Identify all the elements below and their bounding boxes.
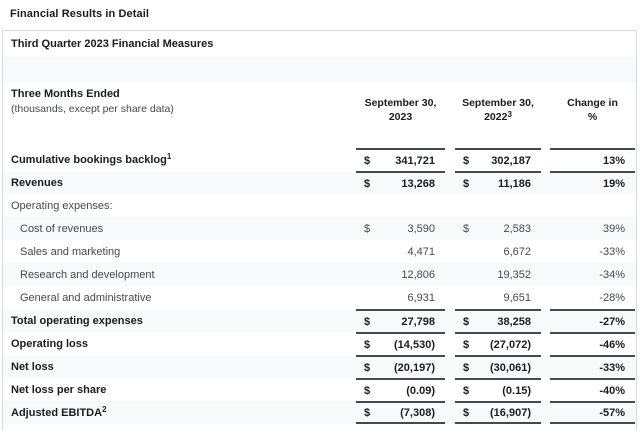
value-2022: $ 38,258: [455, 309, 541, 332]
value-change-pct: -33%: [550, 355, 635, 378]
row-label: Cost of revenues: [20, 222, 104, 235]
dollar-sign: $: [463, 222, 470, 235]
table-row: [3, 263, 636, 286]
column-gap: [445, 148, 455, 171]
dollar-sign: $: [364, 384, 371, 397]
value-2022: $ (0.15): [455, 378, 541, 401]
dollar-sign: $: [364, 361, 371, 374]
value-change-pct: -57%: [550, 401, 635, 424]
value-2023: $ 13,268: [356, 171, 445, 194]
value-change-pct: -46%: [550, 332, 635, 355]
column-gap: [541, 286, 550, 309]
value-change-pct: -28%: [599, 291, 625, 304]
row-label: Net loss: [11, 360, 54, 373]
value-change-pct: [550, 194, 635, 217]
spacer-band: [3, 57, 636, 83]
value-change-pct: -33%: [599, 245, 625, 258]
row-label: Revenues: [11, 176, 63, 189]
column-header-line1: September 30,: [364, 97, 437, 109]
column-gap: [445, 286, 455, 309]
dollar-sign: $: [463, 315, 470, 328]
column-gap: [541, 240, 550, 263]
table-title: Third Quarter 2023 Financial Measures: [3, 31, 636, 57]
table-row: [3, 194, 636, 217]
value-2022: $ 11,186: [455, 171, 541, 194]
value-2022: $ (30,061): [455, 355, 541, 378]
column-header-line1: Change in: [567, 97, 618, 109]
value-2023: $ 341,721: [356, 148, 445, 171]
table-row: [3, 217, 636, 240]
value-2022: $ 2,583: [463, 222, 531, 235]
row-label: Sales and marketing: [20, 245, 121, 258]
value-change-pct: -27%: [550, 309, 635, 332]
value-change-pct: -40%: [550, 378, 635, 401]
dollar-sign: $: [463, 338, 470, 351]
column-header-2022: [455, 83, 541, 148]
column-gap: [445, 263, 455, 286]
column-gap: [445, 171, 455, 194]
column-gap: [445, 355, 455, 378]
table-row: [3, 286, 636, 309]
table-filler: [3, 424, 636, 444]
column-gap: [541, 309, 550, 332]
value-2022: 19,352: [497, 268, 531, 281]
table-header-row: [3, 83, 636, 148]
value-2023: $ 27,798: [356, 309, 445, 332]
row-label: Total operating expenses: [11, 314, 143, 327]
column-gap: [541, 217, 550, 240]
column-gap: [541, 378, 550, 401]
period-label: Three Months Ended: [11, 88, 120, 100]
value-2023: $ (0.09): [356, 378, 445, 401]
table-body: [3, 148, 636, 424]
column-gap: [541, 171, 550, 194]
value-2023: 6,931: [407, 291, 435, 304]
value-change-pct: 39%: [602, 222, 625, 235]
value-change-pct: -34%: [599, 268, 625, 281]
column-header-2023: [356, 83, 445, 148]
row-label: Operating expenses:: [11, 199, 113, 212]
dollar-sign: $: [463, 177, 470, 190]
table-row: [3, 171, 636, 194]
row-label: Operating loss: [11, 337, 89, 350]
value-2023: [356, 194, 445, 217]
column-gap: [445, 83, 455, 148]
value-2022: 6,672: [503, 245, 531, 258]
dollar-sign: $: [364, 338, 371, 351]
dollar-sign: $: [463, 154, 470, 167]
value-2023: $ (20,197): [356, 355, 445, 378]
column-gap: [541, 355, 550, 378]
value-2022: $ 302,187: [455, 148, 541, 171]
value-change-pct: 13%: [550, 148, 635, 171]
column-gap: [541, 83, 550, 148]
column-gap: [541, 401, 550, 424]
value-2023: $ 3,590: [364, 222, 435, 235]
column-gap: [541, 194, 550, 217]
page-title: Financial Results in Detail: [10, 8, 150, 20]
period-labels: [3, 83, 356, 148]
row-label: Adjusted EBITDA 2: [11, 404, 107, 419]
row-label: Research and development: [20, 268, 155, 281]
row-label: Cumulative bookings backlog 1: [11, 151, 172, 166]
column-gap: [445, 309, 455, 332]
column-gap: [445, 240, 455, 263]
column-header-line2: 2022$^3$: [484, 110, 512, 123]
value-2022: $ (27,072): [455, 332, 541, 355]
dollar-sign: $: [364, 177, 371, 190]
period-sublabel: (thousands, except per share data): [11, 103, 174, 115]
value-2022: [455, 194, 541, 217]
column-header-line2: %: [587, 111, 598, 123]
dollar-sign: $: [364, 222, 371, 235]
dollar-sign: $: [463, 406, 470, 419]
value-change-pct: 19%: [550, 171, 635, 194]
column-gap: [445, 332, 455, 355]
value-2022: $ (16,907): [455, 401, 541, 424]
value-2023: $ (14,530): [356, 332, 445, 355]
table-row: [3, 309, 636, 332]
dollar-sign: $: [463, 384, 470, 397]
value-2022: 9,651: [503, 291, 531, 304]
column-gap: [445, 194, 455, 217]
dollar-sign: $: [364, 154, 371, 167]
row-label: General and administrative: [20, 291, 152, 304]
dollar-sign: $: [364, 406, 371, 419]
table-row: [3, 355, 636, 378]
value-2023: 12,806: [401, 268, 435, 281]
table-row: [3, 401, 636, 424]
value-2023: $ (7,308): [356, 401, 445, 424]
table-row: [3, 332, 636, 355]
table-row: [3, 148, 636, 171]
column-header-line1: September 30,: [462, 97, 534, 109]
dollar-sign: $: [463, 361, 470, 374]
column-gap: [541, 332, 550, 355]
column-gap: [541, 148, 550, 171]
column-gap: [445, 401, 455, 424]
column-gap: [445, 378, 455, 401]
column-gap: [541, 263, 550, 286]
value-2023: 4,471: [407, 245, 435, 258]
table-row: [3, 378, 636, 401]
financial-results-panel: [2, 30, 637, 430]
table-row: [3, 240, 636, 263]
row-label: Net loss per share: [11, 383, 107, 396]
column-gap: [445, 217, 455, 240]
dollar-sign: $: [364, 315, 371, 328]
column-header-line2: 2023: [388, 111, 413, 123]
column-header-change: [550, 83, 635, 148]
